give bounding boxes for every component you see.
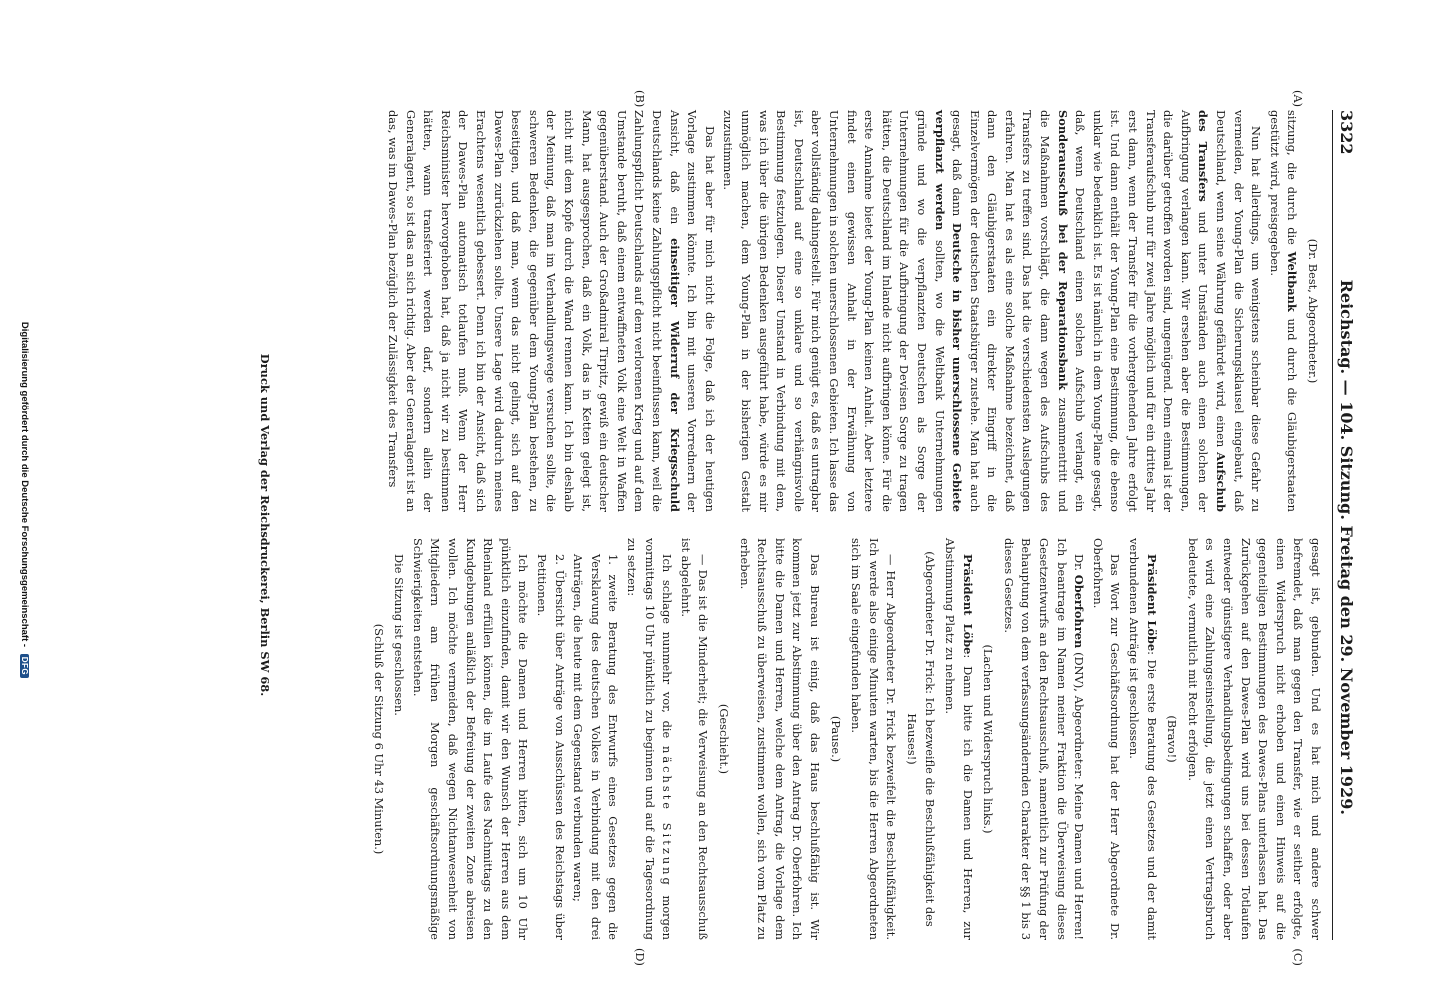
paragraph: — Das ist die Minderheit; die Verweisung an den Rechtsausschuß ist abgelehnt. (678, 538, 711, 940)
paragraph: gesagt ist, gebunden. Und es hat mich und andere schwer befremdet, daß man gegen den Transfer, wie er seither erfolgte, einen Widerspruch nicht erhoben und einen Hinweis auf die gegenteiligen Bestimmungen des Dawes-Plans unterlassen hat. Das Zurückgehen auf den Dawes-Plan wird uns bei dessen Totlaufen entweder günstigere Verhandlungsbedingungen schaffen, oder aber es wird eine Zahlungseinstellung, die jetzt einen Vertragsbruch bedeutete, vermutlich mit Recht erfolgen. (1185, 538, 1323, 940)
paragraph: Die Sitzung ist geschlossen. (392, 554, 407, 716)
margin-marker-a: (A) (1291, 90, 1305, 108)
agenda-item: 2. Übersicht über Anträge von Ausschüssen des Reichstags über Petitionen. (535, 554, 567, 940)
paragraph: Das Bureau ist einig, daß das Haus beschlußfähig ist. Wir kommen jetzt zur Abstimmung über den Antrag Dr. Oberfohren. Ich bitte die Damen und Herren, welche dem Antrag, die Vorlage dem Rechtsausschuß zu überweisen, zustimmen wollen, sich vom Platz zu erheben. (737, 538, 822, 940)
page-content (366, 90, 1356, 966)
funding-note (19, 0, 30, 1000)
paragraph: Präsident Löbe: Die erste Beratung des Gesetzes und der damit verbundenen Anträge ist geschlossen. (1127, 538, 1159, 940)
interjection: (Lachen und Widerspruch links.) (981, 644, 996, 834)
right-column (366, 538, 1324, 966)
page-title: Reichstag. — 104. Sitzung. Freitag den 29. November 1929. (1337, 279, 1356, 815)
printer-imprint: Druck und Verlag der Reichsdruckerei, Berlin SW 68. (258, 353, 272, 697)
left-column (366, 90, 1324, 513)
margin-marker-d: (D) (633, 947, 647, 966)
paragraph: Das hat aber für mich nicht die Folge, daß ich der heutigen Vorlage zustimmen könnte. Ich bin mit unseren Vorrednern der Ansicht, daß ein einseitiger Widerruf der Kriegsschuld Deutschlands keine Zahlungspflicht nicht beeinflussen kann, weil die Zahlungspflicht Deutschlands auf dem verlorenen Krieg und auf dem Umstande beruht, daß einem entwaffneten Volk eine Welt in Waffen gegenüberstand. Auch der Großadmiral Tirpitz, gewiß ein deutscher Mann, hat ausgesprochen, daß ein Volk, das in Ketten gelegt ist, nicht mit dem Kopfe durch die Wand rennen kann. Ich bin deshalb der Meinung, daß man im Verhandlungswege versuchen sollte, die schweren Bedenken, die gegenüber dem Young-Plan bestehen, zu beseitigen, und daß man, wenn das nicht gelingt, sich auf den Dawes-Plan zurückziehen sollte. Unsere Lage wird dadurch meines Erachtens wesentlich gebessert. Denn ich bin der Ansicht, daß sich der Dawes-Plan automatisch totlaufen muß. Wenn der Herr Reichsminister hervorgehoben hat, daß ja nicht wir zu bestimmen hätten, wann transferiert werden darf, sondern allein der Generalagent, so ist das an sich richtig. Aber der Generalagent ist an das, was im Dawes-Plan bezüglich der Zulässigkeit des Transfers (386, 110, 717, 512)
funding-text: Digitalisierung gefördert durch die Deutsche Forschungsgemeinschaft - (19, 321, 30, 648)
interjection: (Bravo!) (1165, 715, 1180, 763)
margin-marker-b: (B) (633, 90, 647, 108)
margin-marker-c: (C) (1291, 948, 1305, 966)
paragraph: Präsident Löbe: Dann bitte ich die Damen und Herren, zur Abstimmung Platz zu nehmen. (943, 538, 975, 940)
paragraph: Ich schlage nunmehr vor, die nächste Sitzung morgen vormittags 10 Uhr pünktlich zu beginnen und auf die Tagesordnung zu setzen: (625, 538, 675, 940)
interjection: (Abgeordneter Dr. Frick: Ich bezweifle die Beschlußfähigkeit des Hauses!) (904, 551, 937, 927)
speaker-continuation: (Dr. Best, Abgeordneter.) (1306, 238, 1320, 384)
running-head (1332, 110, 1356, 940)
dfg-logo-icon: DFG (20, 654, 29, 678)
paragraph: sitzung, die durch die Weltbank und durch die Gläubigerstaaten gestützt wird, preisgegeben. (1267, 110, 1300, 512)
two-columns (366, 90, 1324, 966)
paragraph: Dr. Oberfohren (DNV), Abgeordneter: Meine Damen und Herren! Ich beantrage im Namen meiner Fraktion die Überweisung dieses Gesetzentwurfs an den Rechtsausschuß, namentlich zur Prüfung der Behauptung von dem verfassungsändernden Charakter der §§ 1 bis 3 dieses Gesetzes. (1001, 538, 1087, 940)
closing-note: (Schluß der Sitzung 6 Uhr 43 Minuten.) (371, 623, 386, 855)
agenda-item: 1. zweite Beratung des Entwurfs eines Gesetzes gegen die Versklavung des deutschen Volkes in Verbindung mit den drei Anträgen, die heute mit dem Gegenstand verbunden waren; (571, 554, 621, 940)
paragraph: Ich möchte die Damen und Herren bitten, sich um 10 Uhr pünktlich einzufinden, damit wir den Wunsch der Herren aus dem Rheinland erfüllen können, die im Laufe des Nachmittags zu den Kundgebungen anläßlich der Befreiung der zweiten Zone abreisen wollen. Ich möchte vermeiden, daß wegen Nichtanwesenheit von Mitgliedern am frühen Morgen geschäftsordnungsmäßige Schwierigkeiten entstehen. (410, 538, 531, 940)
interjection: (Geschieht.) (717, 703, 731, 775)
paragraph: — Herr Abgeordneter Dr. Frick bezweifelt die Beschlußfähigkeit. Ich werde also einige Minuten warten, bis die Herren Abgeordneten sich im Saale eingefunden haben. (849, 538, 899, 940)
interjection: (Pause.) (828, 715, 843, 763)
paragraph: Das Wort zur Geschäftsordnung hat der Herr Abgeordnete Dr. Oberfohren. (1090, 538, 1123, 940)
paragraph: Nun hat allerdings, um wenigstens scheinbar diese Gefahr zu vermeiden, der Young-Plan die Sicherungsklausel eingebaut, daß Deutschland, wenn seine Währung gefährdet wird, einen Aufschub des Transfers und unter Umständen auch einen solchen der Aufbringung verlangen kann. Wir ersehen aber die Bestimmungen, die darüber getroffen worden sind, ungenügend. Denn einmal ist der Transferaufschub nur für zwei Jahre möglich und für ein drittes Jahr erst dann, wenn der Transfer für die vorhergehenden Jahre erfolgt ist. Und dann enthält der Young-Plan eine Bestimmung, die ebenso unklar wie bedenklich ist. Es ist nämlich in dem Young-Plane gesagt, daß, wenn Deutschland einen solchen Aufschub verlangt, ein Sonderausschuß bei der Reparationsbank zusammentritt und die Maßnahmen vorschlägt, die dann wegen des Aufschubs des Transfers zu treffen sind. Das hat die verschiedensten Auslegungen erfahren. Man hat es als eine solche Maßnahme bezeichnet, daß dann den Gläubigerstaaten ein direkter Eingriff in die Einzelvermögen der deutschen Staatsbürger zustehe. Man hat auch gesagt, daß dann Deutsche in bisher unerschlossene Gebiete verpflanzt werden sollten, wo die Weltbank Unternehmungen gründe und wo die verpflanzten Deutschen als Sorge der Unternehmungen für die Aufbringung der Devisen Sorge zu tragen hätten, die Deutschland im Inlande nicht aufbringen könne. Für die erste Annahme bietet der Young-Plan keinen Anhalt. Aber letztere findet einen gewissen Anhalt in der Erwähnung von Unternehmungen in solchen unerschlossenen Gebieten. Ich lasse das aber vollständig dahingestellt. Für mich genügt es, daß es untragbar ist, Deutschland auf eine so unklare und so verhängnisvolle Bestimmung festzulegen. Dieser Umstand in Verbindung mit dem, was ich über die übrigen Bedenken ausgeführt habe, würde es mir unmöglich machen, dem Young-Plan in der bisherigen Gestalt zuzustimmen. (721, 110, 1264, 513)
page-number: 3322 (1337, 110, 1356, 155)
